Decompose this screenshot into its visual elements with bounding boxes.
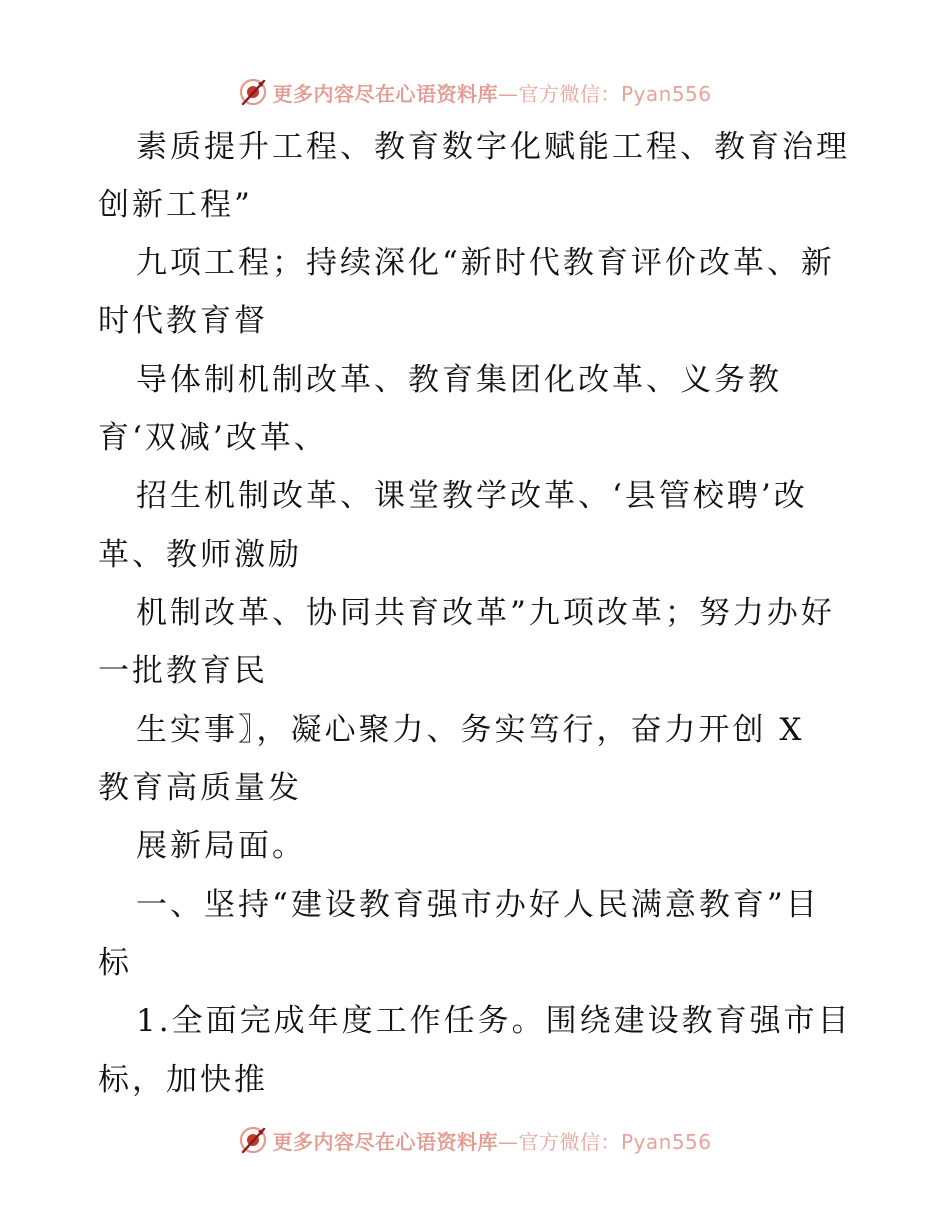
paragraph-line: 素质提升工程、教育数字化赋能工程、教育治理	[136, 129, 850, 165]
watermark-official-label: 官方微信：	[518, 1129, 621, 1154]
paragraph-line: 机制改革、协同共育改革”九项改革；努力办好	[136, 595, 835, 631]
paragraph-line: 生实事〗，凝心聚力、务实笃行，奋力开创 X	[136, 712, 805, 748]
quill-logo-icon	[238, 1125, 268, 1155]
paragraph-line: 育‘双减’改革、	[98, 420, 328, 456]
paragraph-line: 时代教育督	[98, 303, 268, 339]
watermark-wechat-id: Pyan556	[620, 81, 712, 106]
watermark-site-name: 更多内容尽在心语资料库	[272, 81, 498, 106]
paragraph-line: 革、教师激励	[98, 537, 302, 573]
paragraph-line: 展新局面。	[136, 828, 306, 864]
paragraph-line: 九项工程；持续深化“新时代教育评价改革、新	[136, 245, 835, 281]
paragraph-line: 导体制机制改革、教育集团化改革、义务教	[136, 362, 782, 398]
watermark-official-label: 官方微信：	[518, 81, 621, 106]
section-heading-continued: 标	[98, 945, 132, 981]
paragraph-line: 标，加快推	[98, 1062, 268, 1098]
paragraph-line: 一批教育民	[98, 653, 268, 689]
paragraph-line: 教育高质量发	[98, 770, 302, 806]
paragraph-line: 招生机制改革、课堂教学改革、‘县管校聘’改	[136, 478, 808, 514]
watermark-site-name: 更多内容尽在心语资料库	[272, 1129, 498, 1154]
watermark-text	[272, 1126, 711, 1155]
watermark-dash: —	[497, 1129, 519, 1154]
watermark-dash: —	[497, 81, 519, 106]
paragraph-line: 创新工程”	[98, 187, 253, 223]
watermark-footer	[0, 1120, 950, 1160]
numbered-item-line: 1.全面完成年度工作任务。围绕建设教育强市目	[136, 1003, 852, 1039]
watermark-wechat-id: Pyan556	[620, 1129, 712, 1154]
section-heading: 一、坚持“建设教育强市办好人民满意教育”目	[136, 887, 820, 923]
